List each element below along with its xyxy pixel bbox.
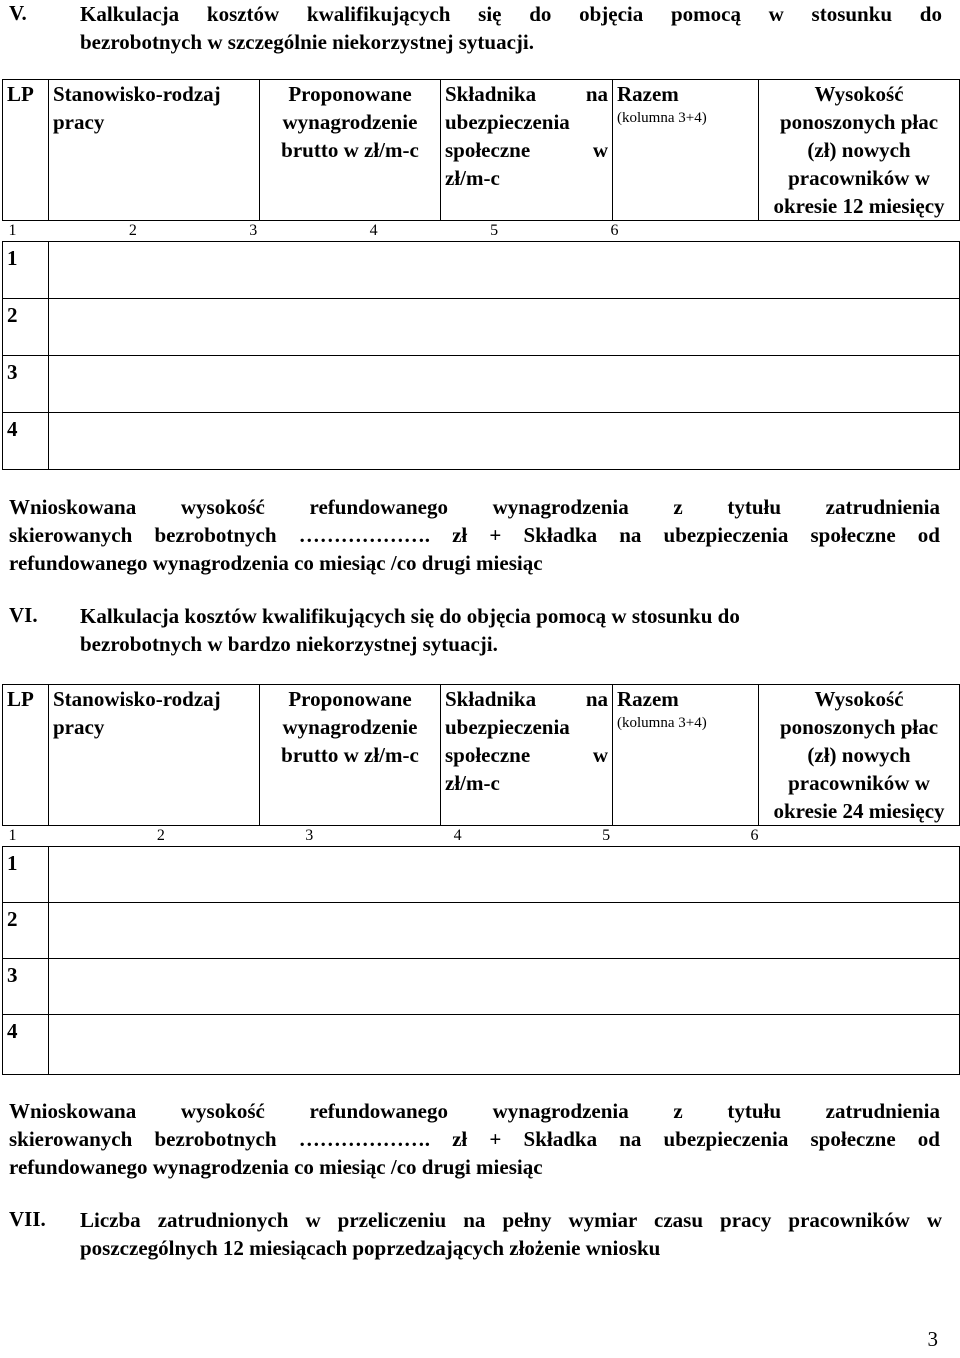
header-proponowane: Proponowane wynagrodzenie brutto w zł/m-c bbox=[260, 685, 441, 826]
col-number: 4 bbox=[369, 222, 378, 239]
row-number: 2 bbox=[3, 903, 49, 959]
section-v-title-line2: bezrobotnych w szczególnie niekorzystnej sytuacji. bbox=[80, 30, 534, 54]
table-row bbox=[3, 1015, 960, 1075]
header-skladnika: Składnika na ubezpieczenia społeczne w zł/m-c bbox=[441, 685, 613, 826]
col-number: 3 bbox=[249, 222, 258, 239]
section-vii-title bbox=[80, 1206, 942, 1262]
table-row bbox=[3, 356, 960, 413]
row-content bbox=[49, 847, 960, 903]
row-number: 1 bbox=[3, 242, 49, 299]
header-wysokosc: Wysokość ponoszonych płac (zł) nowych pracowników w okresie 12 miesięcy bbox=[759, 80, 960, 221]
col-number: 2 bbox=[128, 222, 137, 239]
row-number: 3 bbox=[3, 356, 49, 413]
table-row bbox=[3, 903, 960, 959]
column-numbers-row bbox=[3, 826, 960, 847]
header-wysokosc: Wysokość ponoszonych płac (zł) nowych pracowników w okresie 24 miesięcy bbox=[759, 685, 960, 826]
row-number: 1 bbox=[3, 847, 49, 903]
section-vii-number: VII. bbox=[9, 1207, 46, 1231]
row-content bbox=[49, 413, 960, 470]
row-content bbox=[49, 1015, 960, 1075]
section-vi-title-line1: Kalkulacja kosztów kwalifikujących się do objęcia pomocą w stosunku do bbox=[80, 604, 740, 628]
header-proponowane: Proponowane wynagrodzenie brutto w zł/m-c bbox=[260, 80, 441, 221]
table-row bbox=[3, 242, 960, 299]
header-skladnika: Składnika na ubezpieczenia społeczne w zł/m-c bbox=[441, 80, 613, 221]
section-vii-title-line1: Liczba zatrudnionych w przeliczeniu na pełny wymiar czasu pracy pracowników w bbox=[80, 1208, 942, 1232]
col-number: 6 bbox=[750, 827, 759, 844]
section-vi-table bbox=[2, 684, 960, 1075]
col-number: 4 bbox=[453, 827, 462, 844]
section-v-refund-paragraph: Wnioskowana wysokość refundowanego wynagrodzenia z tytułu zatrudnienia skierowanych bezrobotnych ………………. zł + Składka na ubezpieczenia społeczne od refundowanego wynagrodzenia co miesiąc /co drugi miesiąc bbox=[9, 495, 940, 575]
section-vii-title-line2: poszczególnych 12 miesiącach poprzedzających złożenie wniosku bbox=[80, 1236, 661, 1260]
table-row bbox=[3, 299, 960, 356]
header-stanowisko: Stanowisko-rodzaj pracy bbox=[49, 685, 260, 826]
row-content bbox=[49, 242, 960, 299]
section-v-table bbox=[2, 79, 960, 470]
row-number: 2 bbox=[3, 299, 49, 356]
section-vi-title-line2: bezrobotnych w bardzo niekorzystnej sytuacji. bbox=[80, 632, 498, 656]
column-numbers-row bbox=[3, 221, 960, 242]
col-number: 1 bbox=[8, 222, 17, 239]
row-number: 4 bbox=[3, 413, 49, 470]
header-stanowisko: Stanowisko-rodzaj pracy bbox=[49, 80, 260, 221]
col-number: 3 bbox=[305, 827, 314, 844]
col-number: 5 bbox=[490, 222, 499, 239]
section-vi-refund-paragraph: Wnioskowana wysokość refundowanego wynagrodzenia z tytułu zatrudnienia skierowanych bezrobotnych ………………. zł + Składka na ubezpieczenia społeczne od refundowanego wynagrodzenia co miesiąc /co drugi miesiąc bbox=[9, 1099, 940, 1179]
table-row bbox=[3, 413, 960, 470]
col-number: 5 bbox=[602, 827, 611, 844]
header-razem: Razem (kolumna 3+4) bbox=[613, 685, 759, 826]
page-number: 3 bbox=[927, 1327, 938, 1351]
col-number: 1 bbox=[8, 827, 17, 844]
table-row bbox=[3, 959, 960, 1015]
row-content bbox=[49, 299, 960, 356]
section-vi-title bbox=[80, 602, 840, 658]
header-razem: Razem (kolumna 3+4) bbox=[613, 80, 759, 221]
section-vi-number: VI. bbox=[9, 603, 38, 627]
section-v-number: V. bbox=[9, 1, 27, 25]
row-content bbox=[49, 959, 960, 1015]
col-number: 2 bbox=[156, 827, 165, 844]
row-content bbox=[49, 356, 960, 413]
section-v-title-line1: Kalkulacja kosztów kwalifikujących się do objęcia pomocą w stosunku do bbox=[80, 2, 942, 26]
table-row bbox=[3, 847, 960, 903]
row-number: 3 bbox=[3, 959, 49, 1015]
header-lp: LP bbox=[3, 685, 49, 826]
table-header-row bbox=[3, 685, 960, 826]
header-lp: LP bbox=[3, 80, 49, 221]
col-number: 6 bbox=[610, 222, 619, 239]
table-header-row bbox=[3, 80, 960, 221]
section-v-title bbox=[80, 0, 942, 56]
row-number: 4 bbox=[3, 1015, 49, 1075]
row-content bbox=[49, 903, 960, 959]
